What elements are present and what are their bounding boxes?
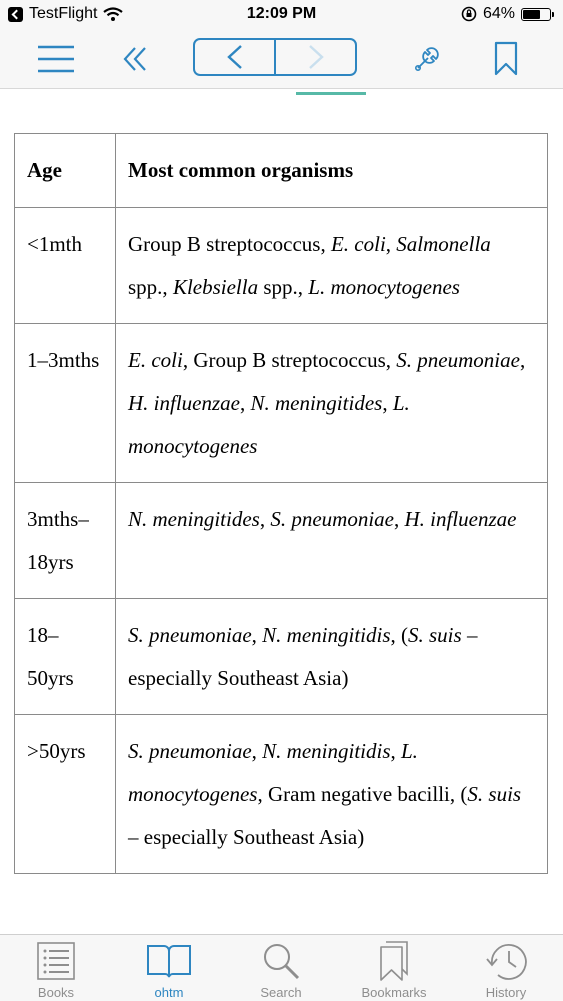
age-cell: >50yrs [15,715,116,874]
status-bar [0,0,563,30]
bookmark-icon [494,41,518,77]
tab-bar [0,934,563,1001]
organism-text: – especially Southeast Asia) [128,825,365,849]
organism-name: S. pneumoniae [396,348,520,372]
table-header-row [15,134,548,208]
organism-name: L. monocytogenes [128,391,410,458]
organisms-table [14,133,548,874]
tab-ohtm[interactable] [113,935,225,1001]
menu-button[interactable] [30,30,82,88]
organisms-cell [116,483,548,599]
organism-text: , [393,507,405,531]
organism-text: , [519,348,526,372]
organism-text: spp., [128,275,173,299]
reader-toolbar [0,30,563,89]
tab-label: History [485,985,527,1000]
history-icon [484,940,528,982]
age-cell: 1–3mths [15,324,116,483]
organism-text: , ( [390,623,408,647]
tab-label: ohtm [154,985,184,1000]
tab-books[interactable] [0,935,112,1001]
content-area [14,133,548,874]
organism-text: spp., [258,275,309,299]
bookmarks-icon [377,940,411,982]
organism-text: , [390,739,401,763]
tab-label: Search [260,985,302,1000]
tab-history[interactable] [450,935,562,1001]
organisms-cell [116,324,548,483]
double-chevron-left-icon [122,46,148,72]
menu-icon [36,44,76,74]
organism-name: S. suis [408,623,462,647]
table-row [15,324,548,483]
organism-text: , [251,739,263,763]
header-organisms: Most common organisms [116,134,548,208]
wrench-icon [413,45,441,73]
status-time: 12:09 PM [246,5,317,22]
tab-label: Books [37,985,75,1000]
organism-name: S. pneumoniae [128,623,252,647]
settings-button[interactable] [405,30,449,88]
organism-name: E. coli [128,348,183,372]
organism-text: , [259,507,271,531]
tab-label: Bookmarks [361,985,427,1000]
forward-button[interactable] [276,40,355,74]
age-cell: 3mths–18yrs [15,483,116,599]
table-row [15,715,548,874]
organism-name: N. meningitides [250,391,383,415]
organism-name: S. pneumoniae [270,507,394,531]
bookmark-button[interactable] [484,30,528,88]
organism-text: , Group B streptococcus, [182,348,397,372]
open-book-icon [146,943,192,979]
organism-name: L. monocytogenes [128,739,418,806]
organism-name: E. coli [330,232,386,256]
table-row [15,208,548,324]
organism-text: , [382,391,393,415]
organism-name: S. suis [467,782,522,806]
collapse-button[interactable] [114,30,156,88]
organism-name: Salmonella [396,232,491,256]
organism-text: , [251,623,263,647]
organism-name: L. monocytogenes [308,275,460,299]
table-row [15,599,548,715]
organisms-cell [116,208,548,324]
back-button[interactable] [195,40,276,74]
battery-percent: 64% [482,5,515,22]
tab-bookmarks[interactable] [338,935,450,1001]
search-icon [261,941,301,981]
organisms-cell [116,715,548,874]
organism-name: N. meningitidis [262,623,391,647]
header-age: Age [15,134,116,208]
section-indicator [296,92,366,95]
organism-name: H. influenzae [128,391,240,415]
organism-text: , [239,391,251,415]
battery-icon [521,8,551,21]
rotation-lock-icon [461,6,477,22]
organism-name: N. meningitides [128,507,260,531]
organism-text: – especially Southeast Asia) [128,623,478,690]
organism-name: H. influenzae [404,507,517,531]
page-navigation [193,38,357,76]
organism-text: Group B streptococcus, [128,232,331,256]
age-cell: 18–50yrs [15,599,116,715]
forward-icon [306,44,326,70]
organisms-cell [116,599,548,715]
organism-name: S. pneumoniae [128,739,252,763]
organism-text: , Gram negative bacilli, ( [257,782,468,806]
organism-name: Klebsiella [172,275,259,299]
organism-text: , [385,232,397,256]
table-row [15,483,548,599]
back-icon [225,44,245,70]
status-right [461,5,551,23]
carrier-label[interactable]: TestFlight [29,5,98,22]
age-cell: <1mth [15,208,116,324]
organism-name: N. meningitidis [262,739,391,763]
books-icon [36,941,76,981]
tab-search[interactable] [225,935,337,1001]
